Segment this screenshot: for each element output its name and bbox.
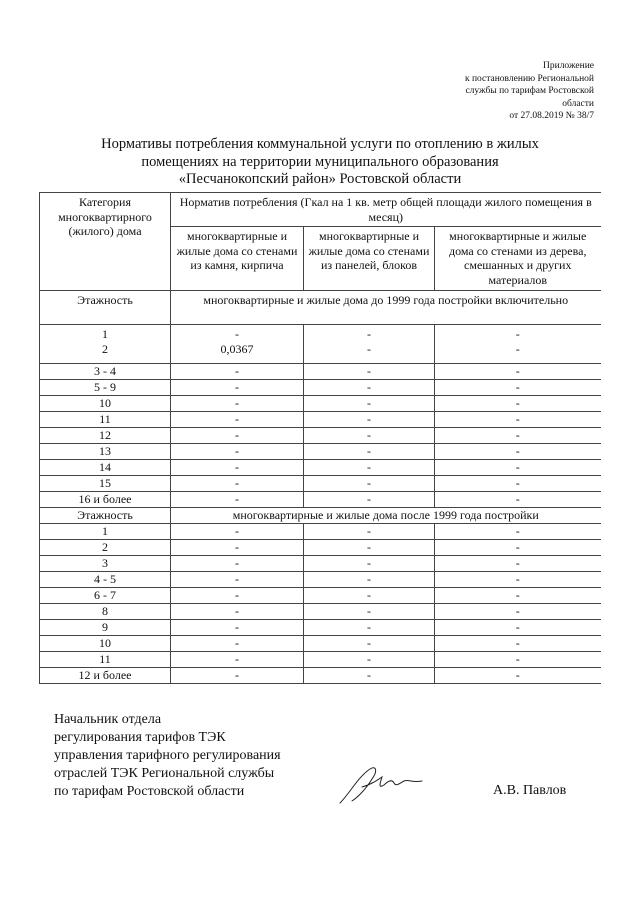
signer-name: А.В. Павлов: [493, 783, 567, 798]
value-cell: -: [304, 588, 435, 604]
value-cell: -: [435, 364, 601, 380]
value-cell: -: [435, 412, 601, 428]
value-cell: -: [171, 396, 304, 412]
title-line: помещениях на территории муниципального образования: [141, 153, 499, 170]
norms-table: [39, 192, 601, 684]
signer-position-line: отраслей ТЭК Региональной службы: [54, 766, 275, 781]
table-row: [40, 636, 601, 652]
signature-block: [54, 711, 281, 801]
section-title-after-1999: многоквартирные и жилые дома после 1999 года постройки: [171, 508, 601, 524]
table-row: [40, 668, 601, 684]
value-cell: -: [171, 668, 304, 684]
signer-position-line: по тарифам Ростовской области: [54, 784, 245, 799]
floor-cell: 1: [40, 524, 171, 540]
floor-cell: 10: [40, 636, 171, 652]
floor-cell: 1: [102, 327, 108, 341]
value-cell: -: [435, 668, 601, 684]
value-cell: -: [304, 668, 435, 684]
floor-cell: 8: [40, 604, 171, 620]
value-cell: -: [171, 556, 304, 572]
value-cell: -: [367, 341, 371, 356]
floor-cell: 10: [40, 396, 171, 412]
value-cell: -: [304, 620, 435, 636]
value-cell: -: [435, 444, 601, 460]
table-row: [40, 444, 601, 460]
document-title: [70, 136, 570, 189]
floor-cell: 14: [40, 460, 171, 476]
floor-cell: 6 - 7: [40, 588, 171, 604]
value-cell: -: [435, 604, 601, 620]
value-cell: 0,0367: [220, 341, 254, 356]
floor-label: Этажность: [40, 291, 171, 325]
value-cell: -: [304, 556, 435, 572]
value-cell: -: [304, 476, 435, 492]
appendix-note: [374, 60, 594, 123]
table-row: [40, 492, 601, 508]
value-cell: -: [304, 492, 435, 508]
table-row: [40, 428, 601, 444]
value-cell-group: [171, 325, 304, 364]
value-cell: -: [171, 652, 304, 668]
value-cell: -: [304, 524, 435, 540]
floor-cell: 13: [40, 444, 171, 460]
value-cell: -: [304, 636, 435, 652]
signer-position-line: Начальник отдела: [54, 712, 162, 727]
appendix-line: области: [562, 98, 594, 109]
value-cell: -: [171, 540, 304, 556]
norm-header: Норматив потребления (Гкал на 1 кв. метр общей площади жилого помещения в месяц): [171, 193, 601, 227]
floor-cell: 15: [40, 476, 171, 492]
floor-label: Этажность: [40, 508, 171, 524]
col-header-stone: многоквартирные и жилые дома со стенами из камня, кирпича: [171, 227, 304, 291]
value-cell: -: [304, 428, 435, 444]
title-line: Нормативы потребления коммунальной услуги по отоплению в жилых: [101, 136, 539, 152]
value-cell: -: [171, 476, 304, 492]
floor-cell: 11: [40, 412, 171, 428]
value-cell: -: [435, 652, 601, 668]
table-row: [40, 620, 601, 636]
appendix-line: службы по тарифам Ростовской: [465, 86, 594, 96]
table-row: [40, 364, 601, 380]
value-cell: -: [435, 636, 601, 652]
category-header: Категория многоквартирного (жилого) дома: [40, 193, 171, 291]
floor-cell: 12: [40, 428, 171, 444]
value-cell: -: [367, 327, 371, 341]
signer-position-line: регулирования тарифов ТЭК: [54, 730, 226, 745]
floor-cell: 12 и более: [40, 668, 171, 684]
table-row: [40, 540, 601, 556]
table-row: [40, 572, 601, 588]
table-row: [40, 588, 601, 604]
title-line: «Песчанокопский район» Ростовской области: [178, 171, 462, 187]
signer-position-line: управления тарифного регулирования: [54, 748, 281, 763]
value-cell: -: [435, 492, 601, 508]
value-cell: -: [171, 380, 304, 396]
section-title-before-1999: многоквартирные и жилые дома до 1999 года постройки включительно: [171, 291, 601, 325]
value-cell: -: [435, 556, 601, 572]
appendix-line: Приложение: [543, 61, 594, 71]
table-row: [40, 476, 601, 492]
floor-cell: 16 и более: [40, 492, 171, 508]
value-cell: -: [435, 476, 601, 492]
value-cell: -: [435, 572, 601, 588]
value-cell: -: [171, 620, 304, 636]
table-row: [40, 396, 601, 412]
table-row: [40, 556, 601, 572]
table-row: [40, 524, 601, 540]
value-cell: -: [171, 572, 304, 588]
table-row: [40, 604, 601, 620]
value-cell: -: [171, 364, 304, 380]
value-cell: -: [171, 412, 304, 428]
value-cell: -: [171, 604, 304, 620]
value-cell: -: [435, 540, 601, 556]
table-row: [40, 460, 601, 476]
value-cell: -: [435, 620, 601, 636]
floor-cell: 3: [40, 556, 171, 572]
value-cell: -: [171, 444, 304, 460]
value-cell: -: [235, 327, 239, 341]
table-row: [40, 380, 601, 396]
col-header-panel: многоквартирные и жилые дома со стенами из панелей, блоков: [304, 227, 435, 291]
value-cell: -: [435, 588, 601, 604]
value-cell: -: [304, 540, 435, 556]
value-cell: -: [171, 524, 304, 540]
value-cell: -: [515, 327, 520, 341]
value-cell: -: [171, 636, 304, 652]
value-cell: -: [304, 460, 435, 476]
appendix-line: к постановлению Региональной: [464, 73, 594, 84]
value-cell-group: [435, 325, 601, 364]
value-cell: -: [171, 492, 304, 508]
table-row: [40, 412, 601, 428]
floor-cell: 9: [40, 620, 171, 636]
value-cell: -: [304, 364, 435, 380]
handwritten-signature: [336, 763, 426, 807]
value-cell: -: [171, 588, 304, 604]
value-cell: -: [304, 380, 435, 396]
value-cell: -: [435, 396, 601, 412]
value-cell: -: [435, 380, 601, 396]
value-cell: -: [435, 428, 601, 444]
value-cell: -: [171, 460, 304, 476]
value-cell: -: [435, 524, 601, 540]
value-cell: -: [435, 460, 601, 476]
table-row: [40, 652, 601, 668]
value-cell: -: [171, 428, 304, 444]
floor-cell: 5 - 9: [40, 380, 171, 396]
floor-cell: 3 - 4: [40, 364, 171, 380]
value-cell: -: [515, 341, 520, 356]
value-cell: -: [304, 604, 435, 620]
value-cell: -: [304, 652, 435, 668]
floor-cell: 4 - 5: [40, 572, 171, 588]
appendix-line: от 27.08.2019 № 38/7: [509, 111, 594, 121]
floor-cell-group: [40, 325, 171, 364]
value-cell: -: [304, 412, 435, 428]
value-cell-group: [304, 325, 435, 364]
value-cell: -: [304, 396, 435, 412]
floor-cell: 2: [40, 540, 171, 556]
floor-cell: 11: [40, 652, 171, 668]
col-header-wood: многоквартирные и жилые дома со стенами из дерева, смешанных и других материалов: [435, 227, 601, 291]
floor-cell: 2: [102, 341, 108, 356]
value-cell: -: [304, 444, 435, 460]
value-cell: -: [304, 572, 435, 588]
